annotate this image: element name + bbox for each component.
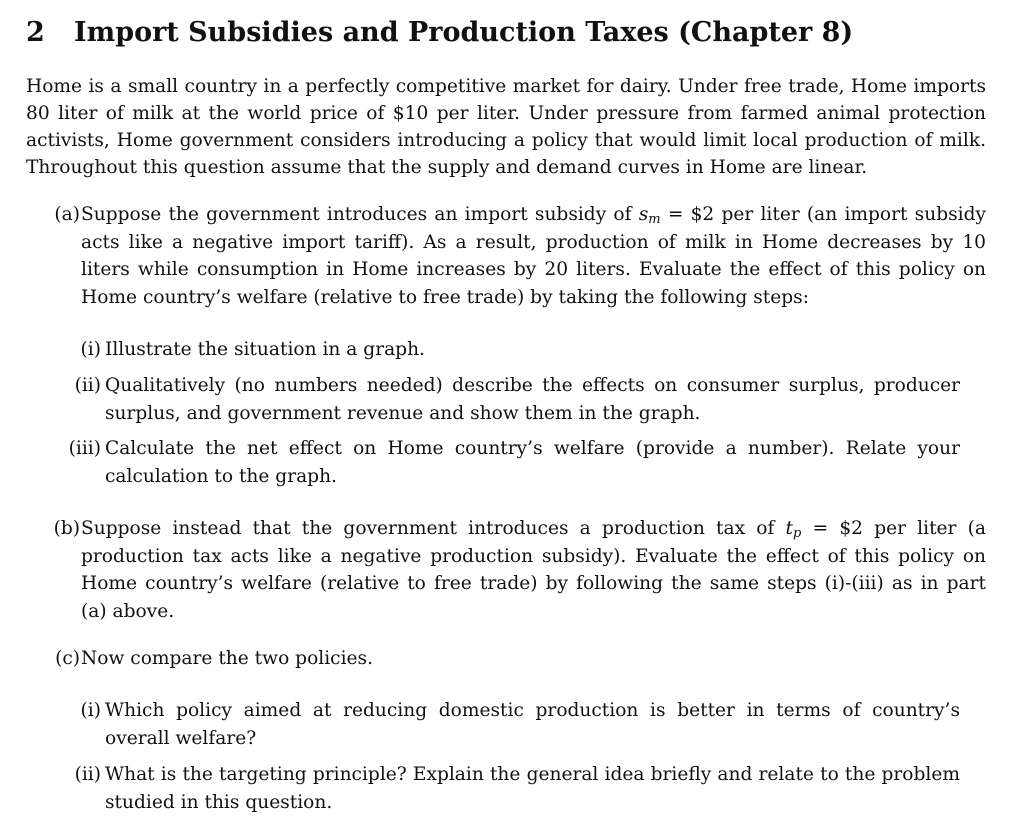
intro-paragraph [26, 73, 986, 181]
item-marker: (ii) [74, 375, 101, 396]
item-line: overall welfare? [105, 727, 257, 749]
part-a-line: acts like a negative import tariff). As a result, production of milk in Home decreases by 10 [81, 231, 986, 253]
section-title: Import Subsidies and Production Taxes (Chapter 8) [74, 17, 854, 48]
part-c-line: Now compare the two policies. [81, 648, 373, 669]
part-a-text [81, 201, 986, 311]
item-marker: (iii) [68, 438, 101, 459]
part-a-marker: (a) [54, 204, 80, 225]
part-a-line: Home country’s welfare (relative to free trade) by taking the following steps: [81, 286, 809, 308]
part-b-text [81, 515, 986, 625]
intro-line: Home is a small country in a perfectly competitive market for dairy. Under free trade, Home imports [26, 76, 986, 97]
math-s-m: $s_m$ [638, 204, 661, 227]
item-marker: (i) [80, 339, 101, 360]
item-line: Which policy aimed at reducing domestic production is better in terms of country’s [105, 700, 960, 721]
item-line: surplus, and government revenue and show them in the graph. [105, 402, 701, 424]
intro-line: 80 liter of milk at the world price of $10 per liter. Under pressure from farmed animal protection [26, 103, 986, 124]
item-marker: (ii) [74, 764, 101, 785]
part-a-line: Suppose the government introduces an import subsidy of $s_m$ = $2 per liter (an import subsidy [81, 204, 987, 227]
item-marker: (i) [80, 700, 101, 721]
part-b-line: (a) above. [81, 600, 175, 622]
section-heading [26, 14, 853, 52]
item-line: Illustrate the situation in a graph. [105, 339, 425, 360]
item-line: calculation to the graph. [105, 465, 337, 487]
item-line: studied in this question. [105, 791, 333, 813]
part-c-text [81, 645, 986, 673]
part-b-line: Home country’s welfare (relative to free trade) by following the same steps (i)-(iii) as in part [81, 573, 986, 594]
item-line: What is the targeting principle? Explain the general idea briefly and relate to the problem [105, 764, 960, 785]
math-t-p: $t_p$ [785, 518, 802, 541]
part-b-line: production tax acts like a negative production subsidy). Evaluate the effect of this policy on [81, 545, 986, 567]
intro-line: Throughout this question assume that the supply and demand curves in Home are linear. [26, 157, 868, 178]
part-b-line: Suppose instead that the government introduces a production tax of $t_p$ = $2 per liter (a [81, 518, 986, 541]
part-c-marker: (c) [55, 648, 80, 669]
part-b-marker: (b) [53, 518, 80, 539]
part-a-line: liters while consumption in Home increases by 20 liters. Evaluate the effect of this policy on [81, 259, 986, 280]
intro-line: activists, Home government considers introducing a policy that would limit local production of milk. [26, 130, 986, 151]
section-number: 2 [26, 17, 45, 48]
item-line: Qualitatively (no numbers needed) describe the effects on consumer surplus, producer [105, 375, 960, 396]
item-line: Calculate the net effect on Home country’s welfare (provide a number). Relate your [105, 438, 960, 459]
